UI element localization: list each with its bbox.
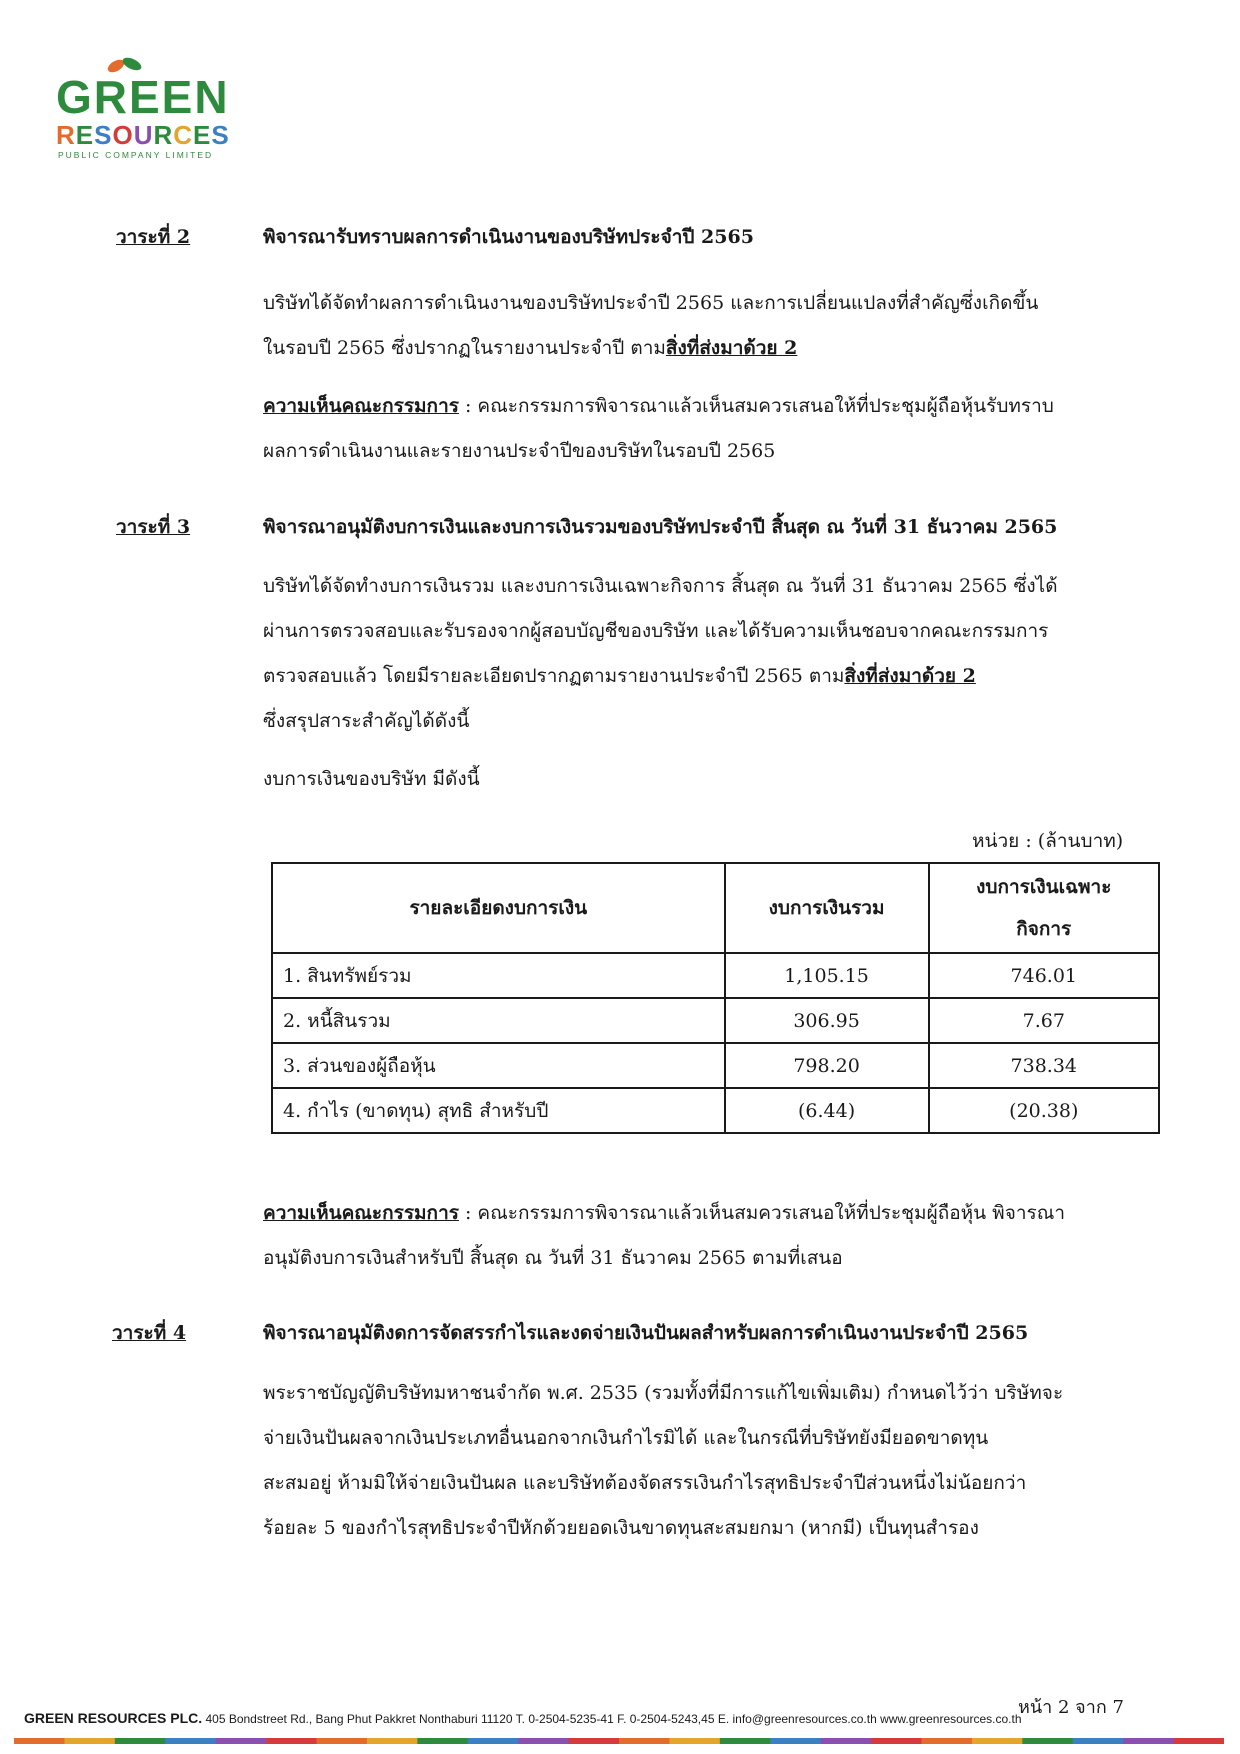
table-header-row xyxy=(272,863,1159,953)
consolidated-value: 306.95 xyxy=(725,998,929,1043)
agenda-3-body-line-4: ซึ่งสรุปสาระสำคัญได้ดังนี้ xyxy=(263,710,470,732)
footer-bar-segment xyxy=(1022,1738,1073,1744)
agenda-3-body-line-1: บริษัทได้จัดทำงบการเงินรวม และงบการเงินเฉพาะกิจการ สิ้นสุด ณ วันที่ 31 ธันวาคม 2565 ซึ่งได้ xyxy=(263,575,1058,597)
footer-bar-segment xyxy=(165,1738,216,1744)
agenda-4-body-line-4: ร้อยละ 5 ของกำไรสุทธิประจำปีหักด้วยยอดเงินขาดทุนสะสมยกมา (หากมี) เป็นทุนสำรอง xyxy=(263,1517,979,1539)
row-label: 3. ส่วนของผู้ถือหุ้น xyxy=(272,1043,725,1088)
footer-bar-segment xyxy=(720,1738,771,1744)
company-logo xyxy=(56,52,230,164)
agenda-3-opinion-line-2: อนุมัติงบการเงินสำหรับปี สิ้นสุด ณ วันที่ 31 ธันวาคม 2565 ตามที่เสนอ xyxy=(263,1247,843,1269)
footer-color-bar xyxy=(14,1738,1224,1744)
footer-bar-segment xyxy=(468,1738,519,1744)
footer-bar-segment xyxy=(569,1738,620,1744)
footer-address xyxy=(24,1710,1224,1726)
footer-bar-segment xyxy=(972,1738,1023,1744)
agenda-4-body xyxy=(263,1371,1163,1551)
agenda-2-body-line-2: ในรอบปี 2565 ซึ่งปรากฏในรายงานประจำปี ตามสิ่งที่ส่งมาด้วย 2 xyxy=(263,337,798,359)
footer-bar-segment xyxy=(266,1738,317,1744)
agenda-2-opinion xyxy=(263,384,1163,474)
footer-bar-segment xyxy=(619,1738,670,1744)
footer-bar-segment xyxy=(1073,1738,1124,1744)
row-label: 4. กำไร (ขาดทุน) สุทธิ สำหรับปี xyxy=(272,1088,725,1133)
agenda-2-title: พิจารณารับทราบผลการดำเนินงานของบริษัทประจำปี 2565 xyxy=(263,226,754,248)
financial-statement-table xyxy=(271,862,1160,1134)
logo-subtitle: PUBLIC COMPANY LIMITED xyxy=(58,150,214,160)
board-opinion-label: ความเห็นคณะกรรมการ xyxy=(263,1202,459,1224)
header-detail: รายละเอียดงบการเงิน xyxy=(272,863,725,953)
footer-bar-segment xyxy=(1123,1738,1174,1744)
row-label: 2. หนี้สินรวม xyxy=(272,998,725,1043)
header-separate: งบการเงินเฉพาะ กิจการ xyxy=(929,863,1159,953)
agenda-3-opinion xyxy=(263,1191,1163,1281)
attachment-2-link: สิ่งที่ส่งมาด้วย 2 xyxy=(844,665,976,687)
agenda-3-body xyxy=(263,564,1163,744)
agenda-3-title: พิจารณาอนุมัติงบการเงินและงบการเงินรวมของบริษัทประจำปี สิ้นสุด ณ วันที่ 31 ธันวาคม 2565 xyxy=(263,516,1058,538)
consolidated-value: 1,105.15 xyxy=(725,953,929,998)
footer-bar-segment xyxy=(922,1738,973,1744)
table-row xyxy=(272,1088,1159,1133)
separate-value: 746.01 xyxy=(929,953,1159,998)
page-number: หน้า 2 จาก 7 xyxy=(1018,1697,1124,1718)
footer-bar-segment xyxy=(64,1738,115,1744)
agenda-2-opinion-line-2: ผลการดำเนินงานและรายงานประจำปีของบริษัทในรอบปี 2565 xyxy=(263,440,776,462)
agenda-3-number: วาระที่ 3 xyxy=(116,516,191,538)
header-consolidated: งบการเงินรวม xyxy=(725,863,929,953)
separate-value: 738.34 xyxy=(929,1043,1159,1088)
agenda-4-body-line-2: จ่ายเงินปันผลจากเงินประเภทอื่นนอกจากเงินกำไรมิได้ และในกรณีที่บริษัทยังมียอดขาดทุน xyxy=(263,1427,989,1449)
agenda-2-number: วาระที่ 2 xyxy=(116,226,191,248)
footer-contact: 405 Bondstreet Rd., Bang Phut Pakkret Nonthaburi 11120 T. 0-2504-5235-41 F. 0-2504-5243,45 E. info@greenresources.co.th www.greenresources.co.th xyxy=(202,1712,1022,1726)
agenda-2-body xyxy=(263,281,1163,371)
agenda-3-opinion-line-1: ความเห็นคณะกรรมการ : คณะกรรมการพิจารณาแล้วเห็นสมควรเสนอให้ที่ประชุมผู้ถือหุ้น พิจารณา xyxy=(263,1202,1066,1224)
footer-bar-segment xyxy=(14,1738,65,1744)
agenda-4-body-line-1: พระราชบัญญัติบริษัทมหาชนจำกัด พ.ศ. 2535 (รวมทั้งที่มีการแก้ไขเพิ่มเติม) กำหนดไว้ว่า บริษัทจะ xyxy=(263,1382,1064,1404)
agenda-4-title: พิจารณาอนุมัติงดการจัดสรรกำไรและงดจ่ายเงินปันผลสำหรับผลการดำเนินงานประจำปี 2565 xyxy=(263,1322,1029,1344)
row-label: 1. สินทรัพย์รวม xyxy=(272,953,725,998)
logo-word-green: GREEN xyxy=(56,71,230,123)
consolidated-value: 798.20 xyxy=(725,1043,929,1088)
footer-bar-segment xyxy=(669,1738,720,1744)
agenda-2-body-line-1: บริษัทได้จัดทำผลการดำเนินงานของบริษัทประจำปี 2565 และการเปลี่ยนแปลงที่สำคัญซึ่งเกิดขึ้น xyxy=(263,292,1039,314)
separate-value: (20.38) xyxy=(929,1088,1159,1133)
agenda-3-body-line-2: ผ่านการตรวจสอบและรับรองจากผู้สอบบัญชีของบริษัท และได้รับความเห็นชอบจากคณะกรรมการ xyxy=(263,620,1049,642)
footer-bar-segment xyxy=(871,1738,922,1744)
footer-bar-segment xyxy=(417,1738,468,1744)
unit-label: หน่วย : (ล้านบาท) xyxy=(972,830,1124,852)
board-opinion-label: ความเห็นคณะกรรมการ xyxy=(263,395,459,417)
agenda-4-number: วาระที่ 4 xyxy=(112,1322,187,1344)
agenda-4-body-line-3: สะสมอยู่ ห้ามมิให้จ่ายเงินปันผล และบริษัทต้องจัดสรรเงินกำไรสุทธิประจำปีส่วนหนึ่งไม่น้อยกว่า xyxy=(263,1472,1027,1494)
footer-bar-segment xyxy=(216,1738,267,1744)
logo-word-resources: RESOURCES xyxy=(56,120,230,150)
footer-bar-segment xyxy=(821,1738,872,1744)
agenda-3-body-line-3: ตรวจสอบแล้ว โดยมีรายละเอียดปรากฏตามรายงานประจำปี 2565 ตามสิ่งที่ส่งมาด้วย 2 xyxy=(263,665,976,687)
footer-bar-segment xyxy=(115,1738,166,1744)
consolidated-value: (6.44) xyxy=(725,1088,929,1133)
attachment-2-link: สิ่งที่ส่งมาด้วย 2 xyxy=(665,337,798,359)
table-intro: งบการเงินของบริษัท มีดังนี้ xyxy=(263,768,480,790)
footer-bar-segment xyxy=(770,1738,821,1744)
separate-value: 7.67 xyxy=(929,998,1159,1043)
footer-bar-segment xyxy=(518,1738,569,1744)
footer-company: GREEN RESOURCES PLC. xyxy=(24,1710,203,1726)
agenda-2-opinion-line-1: ความเห็นคณะกรรมการ : คณะกรรมการพิจารณาแล้วเห็นสมควรเสนอให้ที่ประชุมผู้ถือหุ้นรับทราบ xyxy=(263,395,1054,417)
table-row xyxy=(272,998,1159,1043)
table-row xyxy=(272,1043,1159,1088)
table-row xyxy=(272,953,1159,998)
footer-bar-segment xyxy=(317,1738,368,1744)
footer-bar-segment xyxy=(367,1738,418,1744)
footer-bar-segment xyxy=(1174,1738,1224,1744)
